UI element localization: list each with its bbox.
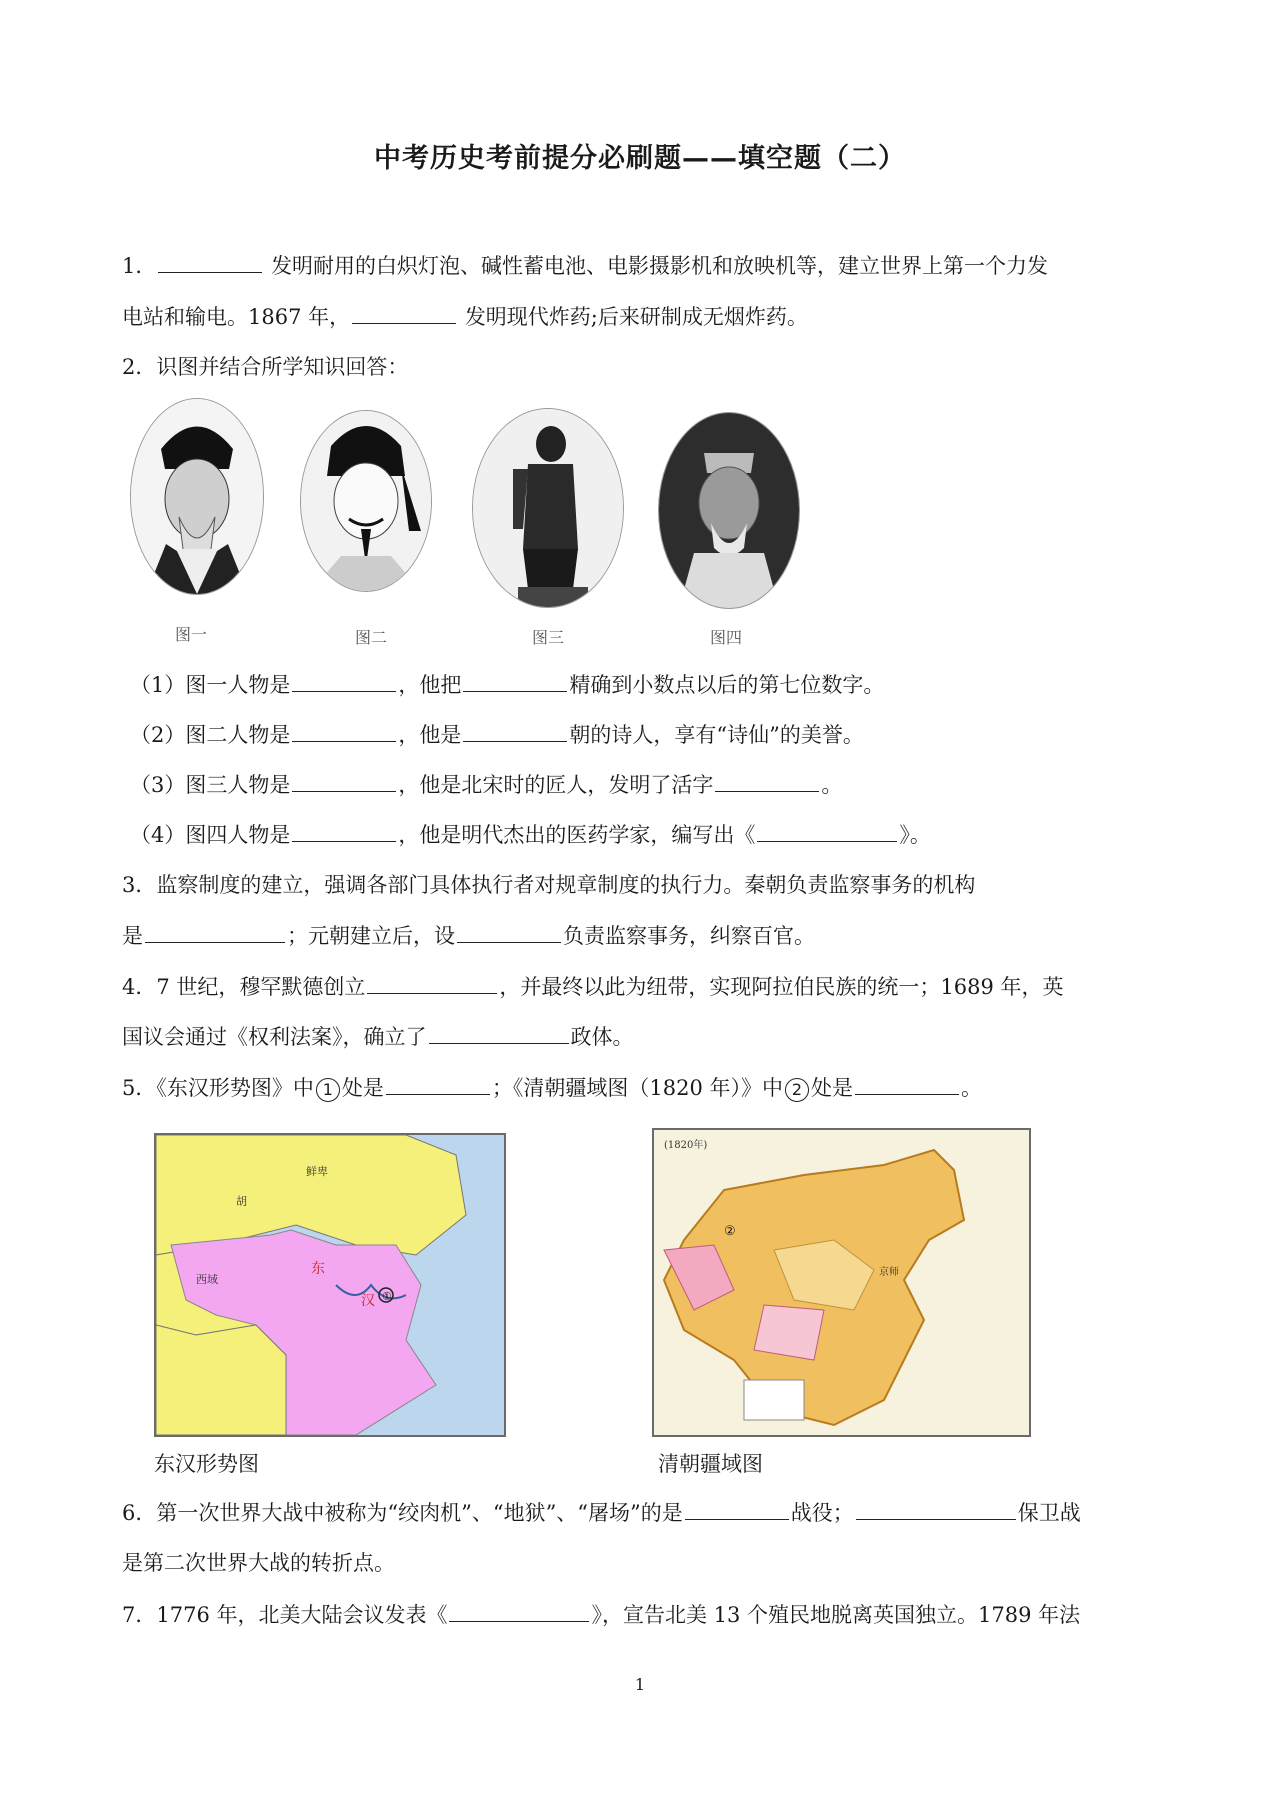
q2-1-blank-2[interactable]: [463, 669, 567, 692]
map1-marker: ①: [382, 1290, 392, 1303]
q2-3-blank-2[interactable]: [715, 769, 819, 792]
q2-stem: 2．识图并结合所学知识回答：: [122, 355, 409, 379]
q1-blank-2[interactable]: [352, 301, 456, 324]
q4-blank-1[interactable]: [367, 971, 497, 994]
q5-blank-1[interactable]: [386, 1072, 490, 1095]
q6-blank-2[interactable]: [856, 1497, 1016, 1520]
map1-label-han: 汉: [361, 1293, 375, 1309]
q7-line1: 7．1776 年，北美大陆会议发表《 》，宣告北美 13 个殖民地脱离英国独立。1789 年法: [122, 1599, 1080, 1630]
q2-2-blank-1[interactable]: [292, 719, 396, 742]
q3-line2: 是 ；元朝建立后，设 负责监察事务，纠察百官。: [122, 920, 815, 951]
q7-blank-1[interactable]: [449, 1599, 589, 1622]
map1-label-east: 东: [311, 1261, 325, 1277]
portrait-1: [130, 398, 264, 595]
q4-line2: 国议会通过《权利法案》，确立了 政体。: [122, 1021, 634, 1052]
eastern-han-map: [154, 1133, 506, 1437]
q2-2-blank-2[interactable]: [463, 719, 567, 742]
map2-marker: ②: [724, 1224, 736, 1239]
q2-sub2: （2）图二人物是 ，他是 朝的诗人，享有“诗仙”的美誉。: [130, 719, 864, 750]
map1-caption: 东汉形势图: [154, 1452, 259, 1476]
map1-label-hu: 胡: [236, 1195, 247, 1208]
q2-1-blank-1[interactable]: [292, 669, 396, 692]
marker-1: 1: [316, 1078, 340, 1102]
q1-line2: 电站和输电。1867 年， 发明现代炸药;后来研制成无烟炸药。: [122, 301, 808, 332]
q2-sub3: （3）图三人物是 ，他是北宋时的匠人，发明了活字 。: [130, 769, 842, 800]
q3-line1: 3．监察制度的建立，强调各部门具体执行者对规章制度的执行力。秦朝负责监察事务的机构: [122, 873, 976, 897]
caption-fig2: 图二: [355, 628, 388, 647]
q6-line1: 6．第一次世界大战中被称为“绞肉机”、“地狱”、“屠场”的是 战役； 保卫战: [122, 1497, 1081, 1528]
q5-line: 5．《东汉形势图》中 1 处是 ；《清朝疆域图（1820 年）》中 2 处是 。: [122, 1072, 982, 1103]
portrait-4: [658, 412, 800, 609]
q3-blank-1[interactable]: [145, 920, 285, 943]
page-number: 1: [634, 1675, 646, 1694]
map1-label-xiyu: 西域: [196, 1273, 218, 1286]
q2-sub4: （4）图四人物是 ，他是明代杰出的医药学家，编写出《 》。: [130, 819, 931, 850]
qing-territory-map: [652, 1128, 1031, 1437]
q6-blank-1[interactable]: [685, 1497, 789, 1520]
map2-caption: 清朝疆域图: [658, 1452, 763, 1476]
q4-line1: 4．7 世纪，穆罕默德创立 ，并最终以此为纽带，实现阿拉伯民族的统一；1689 年，英: [122, 971, 1064, 1002]
q6-line2: 是第二次世界大战的转折点。: [122, 1551, 395, 1575]
caption-fig4: 图四: [710, 628, 743, 647]
caption-fig3: 图三: [532, 628, 565, 647]
map1-label-xianbei: 鲜卑: [306, 1165, 328, 1178]
portrait-2: [300, 410, 432, 592]
map2-capital: 京师: [879, 1267, 899, 1278]
marker-2: 2: [785, 1078, 809, 1102]
q1-line1: 1． 发明耐用的白炽灯泡、碱性蓄电池、电影摄影机和放映机等，建立世界上第一个力发: [122, 250, 1048, 281]
q2-4-blank-2[interactable]: [757, 819, 897, 842]
portrait-3: [472, 408, 624, 608]
q2-4-blank-1[interactable]: [292, 819, 396, 842]
q2-sub1: （1）图一人物是 ，他把 精确到小数点以后的第七位数字。: [130, 669, 884, 700]
q5-blank-2[interactable]: [855, 1072, 959, 1095]
map2-year: (1820年): [664, 1140, 708, 1151]
q1-blank-1[interactable]: [158, 250, 262, 273]
q3-blank-2[interactable]: [457, 920, 561, 943]
q2-3-blank-1[interactable]: [292, 769, 396, 792]
page-title: 中考历史考前提分必刷题——填空题（二）: [374, 143, 906, 174]
caption-fig1: 图一: [175, 625, 208, 644]
q4-blank-2[interactable]: [429, 1021, 569, 1044]
